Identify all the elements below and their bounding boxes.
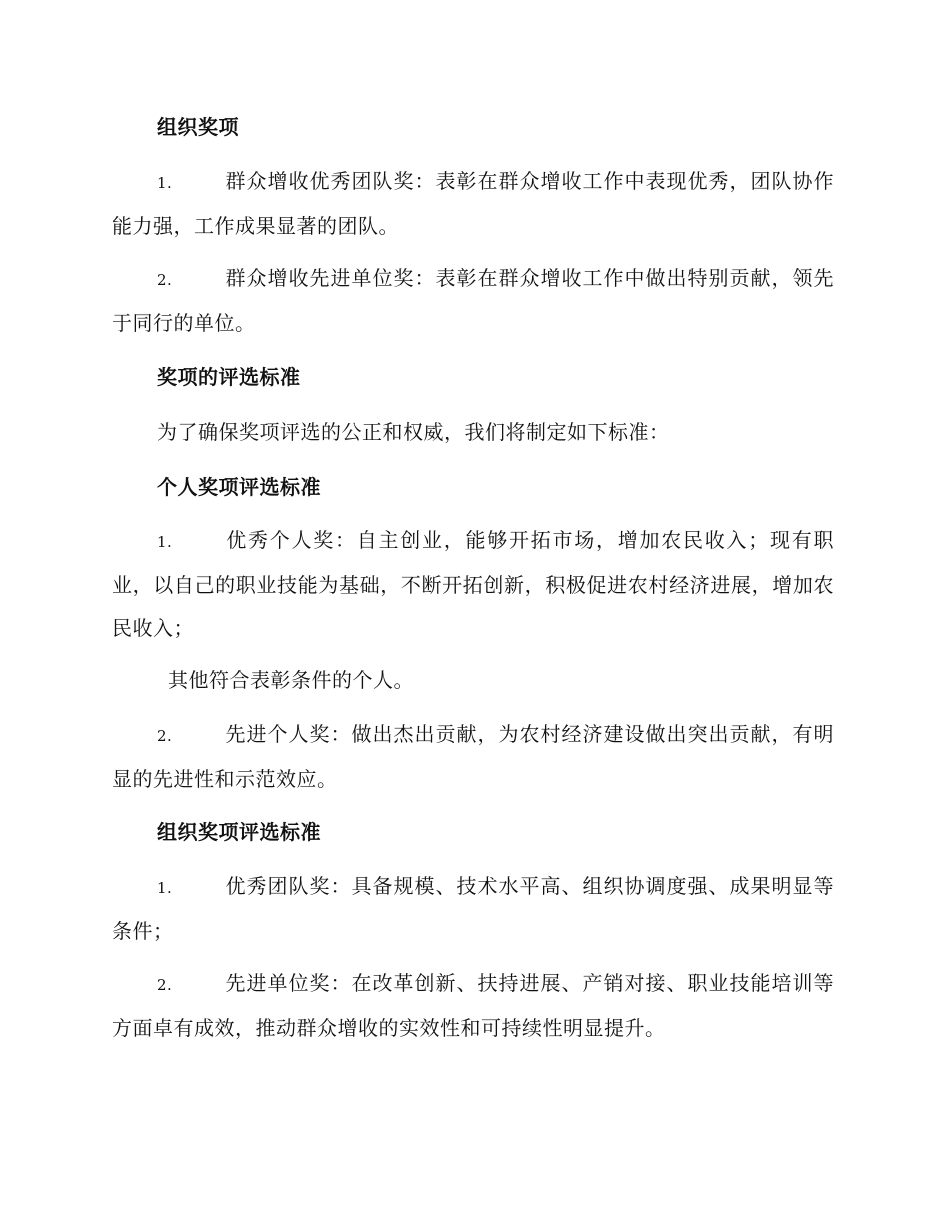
section-heading-criteria: 奖项的评选标准 bbox=[157, 365, 301, 389]
list-item-text: 群众增收先进单位奖：表彰在群众增收工作中做出特别贡献，领先于同行的单位。 bbox=[112, 266, 834, 335]
list-item-number: 2. bbox=[157, 976, 173, 994]
personal-criteria-extra: 其他符合表彰条件的个人。 bbox=[168, 668, 414, 692]
section-heading-personal-criteria: 个人奖项评选标准 bbox=[157, 475, 321, 499]
list-item-number: 2. bbox=[157, 271, 173, 289]
list-item bbox=[112, 519, 834, 650]
criteria-intro: 为了确保奖项评选的公正和权威，我们将制定如下标准： bbox=[157, 420, 670, 444]
list-item-number: 2. bbox=[157, 727, 173, 745]
list-item bbox=[112, 160, 834, 248]
section-heading-org-criteria: 组织奖项评选标准 bbox=[157, 820, 321, 844]
list-item-number: 1. bbox=[157, 174, 173, 192]
list-item bbox=[112, 865, 834, 953]
list-item-text: 优秀个人奖：自主创业，能够开拓市场，增加农民收入；现有职业，以自己的职业技能为基础，不断开拓创新，积极促进农村经济进展，增加农民收入； bbox=[112, 528, 834, 640]
list-item-number: 1. bbox=[157, 879, 173, 897]
list-item-text: 群众增收优秀团队奖：表彰在群众增收工作中表现优秀，团队协作能力强，工作成果显著的团队。 bbox=[112, 169, 834, 238]
list-item bbox=[112, 713, 834, 801]
list-item-text: 优秀团队奖：具备规模、技术水平高、组织协调度强、成果明显等条件； bbox=[112, 874, 834, 943]
section-heading-org-awards: 组织奖项 bbox=[157, 115, 239, 139]
list-item bbox=[112, 257, 834, 345]
list-item-text: 先进单位奖：在改革创新、扶持进展、产销对接、职业技能培训等方面卓有成效，推动群众增收的实效性和可持续性明显提升。 bbox=[112, 971, 834, 1040]
list-item bbox=[112, 962, 834, 1050]
list-item-text: 先进个人奖：做出杰出贡献，为农村经济建设做出突出贡献，有明显的先进性和示范效应。 bbox=[112, 722, 834, 791]
list-item-number: 1. bbox=[157, 533, 173, 551]
